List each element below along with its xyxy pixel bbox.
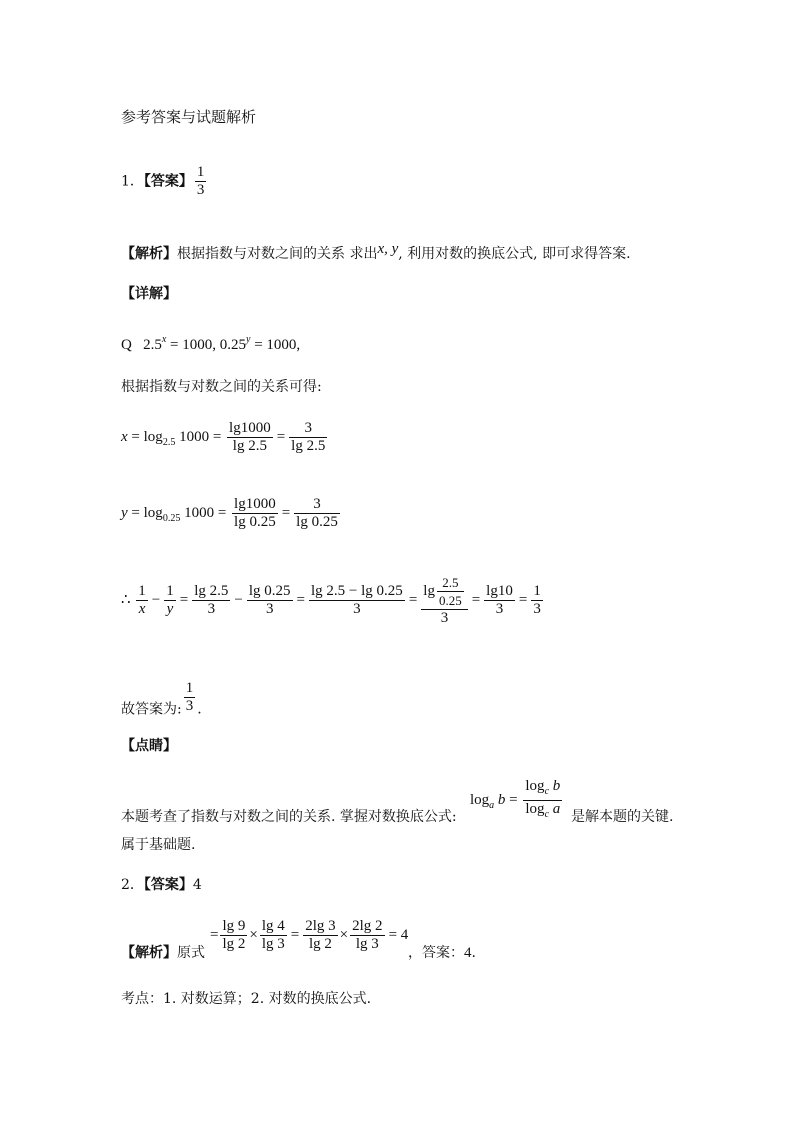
q1-conclusion-line: 故答案为: $\frac{1}{3}$ . — [121, 680, 202, 718]
q1-given-equation: Q $2.5^x = 1000$, $0.25^y = 1000$, — [121, 334, 301, 353]
q2-analysis-label-line: 【解析】原式 — [121, 945, 205, 961]
q1-analysis-label: 【解析】 — [121, 246, 177, 262]
q1-analysis-line — [121, 240, 631, 263]
q1-relation-text: 根据指数与对数之间的关系可得: — [121, 379, 322, 395]
q1-detail-label: 【详解】 — [121, 286, 177, 302]
q1-remark-text-a: 本题考查了指数与对数之间的关系. 掌握对数换底公式: — [121, 809, 457, 825]
q1-equation-x: $x = \log_{2.5} 1000$ = $\frac{\lg 1000}{\lg 2.5}$ = $\frac{3}{\lg 2.5}$ — [121, 420, 326, 454]
q1-answer-line — [121, 164, 208, 199]
q1-remark-text-c: 属于基础题. — [121, 837, 196, 853]
q2-keypoints: 考点：1. 对数运算；2. 对数的换底公式. — [121, 991, 372, 1007]
q1-equation-y: $y = \log_{0.25} 1000$ = $\frac{\lg 1000}{\lg 0.25}$ = $\frac{3}{\lg 0.25}$ — [121, 496, 338, 530]
q1-answer-fraction: $\frac{1}{3}$ — [196, 164, 205, 198]
q2-answer-value: 4 — [192, 877, 202, 893]
because-symbol: Q — [121, 337, 132, 353]
q1-analysis-text-a: 根据指数与对数之间的关系 求出 — [177, 246, 378, 262]
page-title: 参考答案与试题解析 — [121, 108, 257, 126]
q2-answer-tail: ，答案：4. — [408, 945, 476, 961]
q2-answer-line: 2．【答案】4 — [121, 877, 202, 893]
q1-analysis-text-b: , 利用对数的换底公式, 即可求得答案. — [398, 246, 631, 262]
therefore-symbol: ∴ — [121, 591, 131, 608]
q1-answer-label: 【答案】 — [143, 173, 193, 190]
q1-analysis-vars: x, y — [377, 241, 399, 257]
q1-remark-label: 【点睛】 — [121, 738, 177, 754]
q2-equation: = $\frac{\lg 9}{\lg 2}$ × $\frac{\lg 4}{\lg 3}$ = $\frac{2\lg 3}{\lg 2}$ × $\frac{2\lg 2}{\lg 3}$ = 4 — [210, 918, 409, 952]
q1-remark-text-b: 是解本题的关键. — [571, 809, 674, 825]
q1-final-equation: ∴ $\frac{1}{x}$ − $\frac{1}{y}$ = $\frac{\lg 2.5}{3}$ − $\frac{\lg 0.25}{3}$ = $\frac{\lg 2.5 - \lg 0.25}{3}$ = lg $\frac{2.5}{0.25}$ 3 = $\frac{\lg 10}{3}$ = $\frac{1}{3}$ — [121, 575, 541, 626]
change-of-base-formula: $\log_a b$ = $\frac{\log_c b}{\log_c a}$ — [470, 778, 561, 820]
q1-number: 1． — [121, 173, 144, 190]
